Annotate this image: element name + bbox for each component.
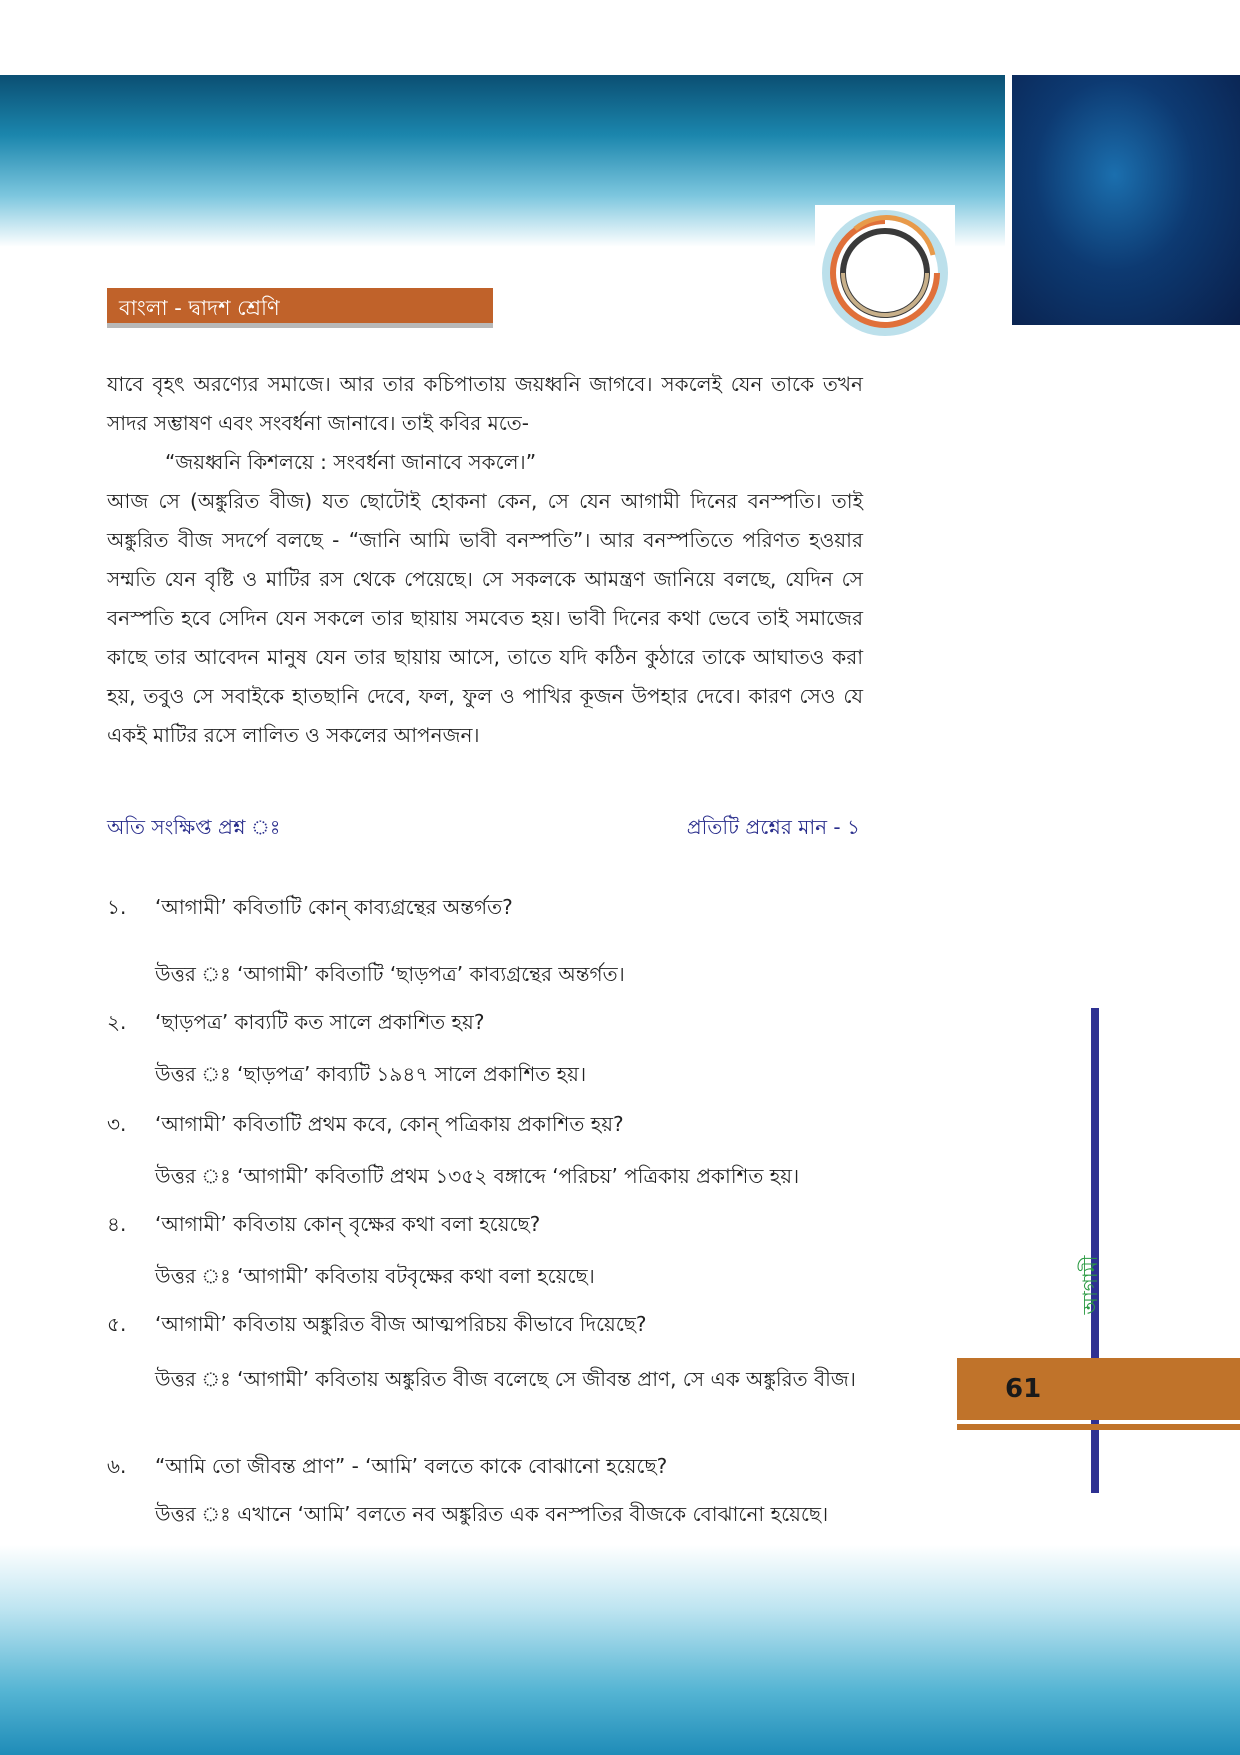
- answer-text: উত্তর ঃ এখানে ‘আমি’ বলতে নব অঙ্কুরিত এক বনস্পতির বীজকে বোঝানো হয়েছে।: [155, 1502, 829, 1526]
- question-text: “আমি তো জীবন্ত প্রাণ” - ‘আমি’ বলতে কাকে বোঝানো হয়েছে?: [155, 1454, 668, 1478]
- question-text: ‘আগামী’ কবিতায় কোন্ বৃক্ষের কথা বলা হয়েছে?: [155, 1212, 541, 1236]
- question-number: ১.: [107, 895, 127, 919]
- question-text: ‘আগামী’ কবিতাটি প্রথম কবে, কোন্ পত্রিকায় প্রকাশিত হয়?: [155, 1112, 624, 1136]
- question-text: ‘আগামী’ কবিতাটি কোন্ কাব্যগ্রন্থের অন্তর্গত?: [155, 895, 513, 919]
- question-text: ‘আগামী’ কবিতায় অঙ্কুরিত বীজ আত্মপরিচয় কীভাবে দিয়েছে?: [155, 1312, 647, 1336]
- quote-line: “জয়ধ্বনি কিশলয়ে : সংবর্ধনা জানাবে সকলে।”: [165, 450, 537, 474]
- question-number: ৫.: [107, 1312, 127, 1336]
- question-number: ২.: [107, 1010, 127, 1034]
- page-number-underline: [957, 1424, 1240, 1430]
- answer-text: উত্তর ঃ ‘আগামী’ কবিতাটি ‘ছাড়পত্র’ কাব্যগ্রন্থের অন্তর্গত।: [155, 962, 625, 986]
- body-paragraph: আজ সে (অঙ্কুরিত বীজ) যত ছোটোই হোকনা কেন, সে যেন আগামী দিনের বনস্পতি। তাই অঙ্কুরিত বীজ সদর্পে বলছে - “জানি আমি ভাবী বনস্পতি”। আর বনস্পতিতে পরিণত হওয়ার সম্মতি যেন বৃষ্টি ও মাটির রস থেকে পেয়েছে। সে সকলকে আমন্ত্রণ জানিয়ে বলছে, যেদিন সে বনস্পতি হবে সেদিন যেন সকলে তার ছায়ায় সমবেত হয়। ভাবী দিনের কথা ভেবে তাই সমাজের কাছে তার আবেদন মানুষ যেন তার ছায়ায় আসে, তাতে যদি কঠিন কুঠারে তাকে আঘাতও করা হয়, তবুও সে সবাইকে হাতছানি দেবে, ফল, ফুল ও পাখির কূজন উপহার দেবে। কারণ সেও যে একই মাটির রসে লালিত ও সকলের আপনজন।: [107, 489, 863, 747]
- side-chapter-title: আগামী: [1078, 1255, 1102, 1315]
- page-number: 61: [957, 1358, 1240, 1420]
- question-number: ৬.: [107, 1454, 127, 1478]
- body-paragraph: যাবে বৃহৎ অরণ্যের সমাজে। আর তার কচিপাতায় জয়ধ্বনি জাগবে। সকলেই যেন তাকে তখন সাদর সম্ভাষণ এবং সংবর্ধনা জানাবে। তাই কবির মতে-: [107, 372, 863, 435]
- marks-label: প্রতিটি প্রশ্নের মান - ১: [686, 815, 860, 839]
- footer-gradient-band: [0, 1545, 1240, 1755]
- question-number: ৩.: [107, 1112, 127, 1136]
- body-text: [107, 365, 863, 755]
- subject-header-label: বাংলা - দ্বাদশ শ্রেণি: [107, 288, 493, 328]
- answer-text: উত্তর ঃ ‘আগামী’ কবিতায় বটবৃক্ষের কথা বলা হয়েছে।: [155, 1264, 595, 1288]
- question-text: ‘ছাড়পত্র’ কাব্যটি কত সালে প্রকাশিত হয়?: [155, 1010, 485, 1034]
- section-title: অতি সংক্ষিপ্ত প্রশ্ন ঃ: [107, 815, 281, 839]
- header-dark-panel: [1012, 75, 1240, 325]
- answer-text: উত্তর ঃ ‘আগামী’ কবিতায় অঙ্কুরিত বীজ বলেছে সে জীবন্ত প্রাণ, সে এক অঙ্কুরিত বীজ।: [155, 1367, 856, 1391]
- question-number: ৪.: [107, 1212, 127, 1236]
- answer-text: উত্তর ঃ ‘ছাড়পত্র’ কাব্যটি ১৯৪৭ সালে প্রকাশিত হয়।: [155, 1062, 587, 1086]
- answer-text: উত্তর ঃ ‘আগামী’ কবিতাটি প্রথম ১৩৫২ বঙ্গাব্দে ‘পরিচয়’ পত্রিকায় প্রকাশিত হয়।: [155, 1164, 800, 1188]
- concentric-rings-logo-icon: [815, 205, 955, 345]
